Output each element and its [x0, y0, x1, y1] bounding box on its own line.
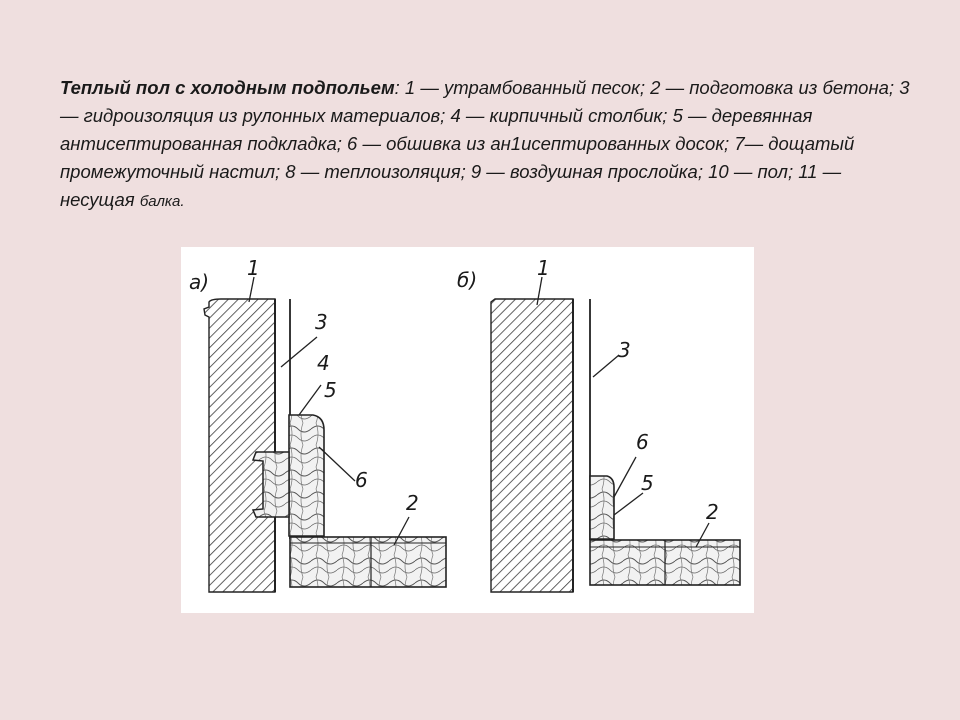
panel-b-label-2: 2 — [706, 500, 719, 524]
construction-drawing — [181, 247, 754, 613]
panel-b-label-3: 3 — [618, 338, 631, 362]
panel-a-label-1: 1 — [247, 256, 260, 280]
figure-caption — [60, 74, 910, 216]
panel-b-letter: б) — [457, 268, 478, 292]
caption-tail: балка. — [139, 193, 185, 210]
panel-a-wall — [204, 299, 275, 592]
panel-b-label-5: 5 — [641, 471, 654, 495]
panel-a-label-5: 5 — [324, 378, 337, 402]
panel-b-label-6: 6 — [636, 430, 649, 454]
caption-body: : 1 — утрамбованный песок; 2 — подготовка из бетона; 3 — гидроизоляция из рулонных материалов; 4 — кирпичный столбик; 5 — деревянная антисептированная подкладка; 6 — обшивка из ан1исептированных досок; 7— дощатый промежуточный настил; 8 — теплоизоляция; 9 — воздушная прослойка; 10 — пол; 11 — несущая — [60, 77, 910, 210]
panel-a — [189, 256, 446, 592]
panel-b-wall — [491, 299, 573, 592]
panel-a-label-3: 3 — [315, 310, 328, 334]
panel-a-label-2: 2 — [406, 491, 419, 515]
drawing-svg — [181, 247, 754, 613]
panel-a-label-4: 4 — [317, 351, 330, 375]
panel-a-letter: а) — [189, 270, 210, 294]
panel-a-concrete — [290, 537, 446, 587]
panel-a-pad — [289, 415, 324, 536]
caption-title: Теплый пол с холодным подпольем — [60, 77, 395, 98]
panel-a-label-6: 6 — [355, 468, 368, 492]
panel-b-label-1: 1 — [537, 256, 550, 280]
panel-b — [457, 256, 740, 592]
panel-b-pad — [590, 476, 614, 539]
